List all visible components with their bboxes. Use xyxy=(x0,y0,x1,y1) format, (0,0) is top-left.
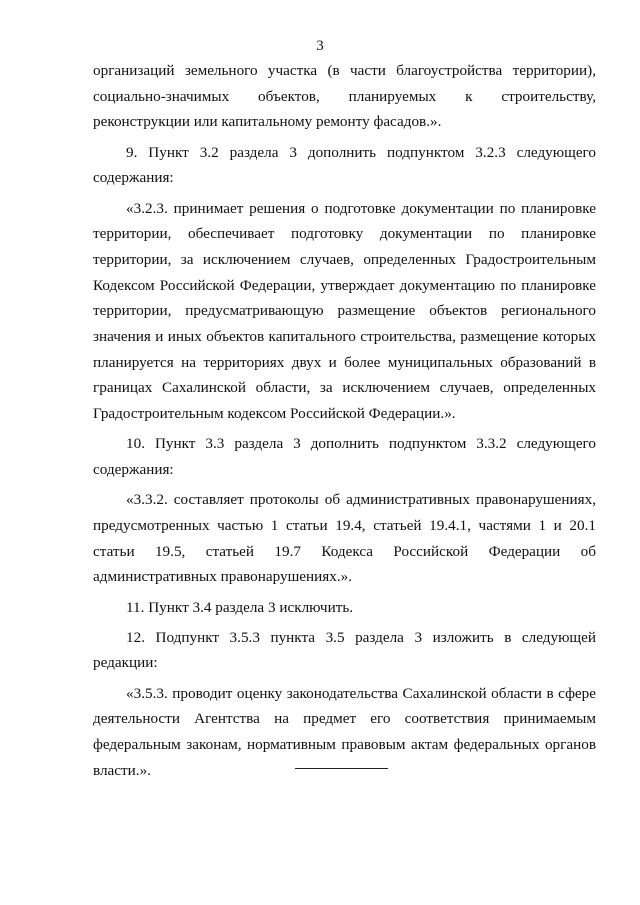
page-number: 3 xyxy=(316,38,324,54)
paragraph-quote-3-3-2: «3.3.2. составляет протоколы об административных правонарушениях, предусмотренных частью 1 статьи 19.4, статьей 19.4.1, частями 1 и 20.1 статьи 19.5, статьей 19.7 Кодекса Российской Федерации об административных правонарушениях.». xyxy=(93,491,596,586)
paragraph-item-11: 11. Пункт 3.4 раздела 3 исключить. xyxy=(126,598,354,616)
document-body xyxy=(93,58,596,788)
end-separator-line xyxy=(295,768,388,769)
paragraph-continuation: организаций земельного участка (в части благоустройства территории), социально-значимых объектов, планируемых к строительству, реконструкции или капитальному ремонту фасадов.». xyxy=(93,62,596,131)
paragraph-item-10: 10. Пункт 3.3 раздела 3 дополнить подпунктом 3.3.2 следующего содержания: xyxy=(93,435,596,479)
paragraph-quote-3-2-3: «3.2.3. принимает решения о подготовке документации по планировке территории, обеспечивает подготовку документации по планировке территории, за исключением случаев, определенных Градостроительным Кодексом Российской Федерации, утверждает документацию по планировке территории, предусматривающую размещение объектов регионального значения и иных объектов капитального строительства, размещение которых планируется на территориях двух и более муниципальных образований в границах Сахалинской области, за исключением случаев, определенных Градостроительным кодексом Российской Федерации.». xyxy=(93,199,596,423)
paragraph-quote-3-5-3: «3.5.3. проводит оценку законодательства Сахалинской области в сфере деятельности Агентства на предмет его соответствия принимаемым федеральным законам, нормативным правовым актам федеральных органов власти.». xyxy=(93,684,596,779)
paragraph-item-12: 12. Подпункт 3.5.3 пункта 3.5 раздела 3 изложить в следующей редакции: xyxy=(93,628,596,672)
paragraph-item-9: 9. Пункт 3.2 раздела 3 дополнить подпунктом 3.2.3 следующего содержания: xyxy=(93,143,596,187)
